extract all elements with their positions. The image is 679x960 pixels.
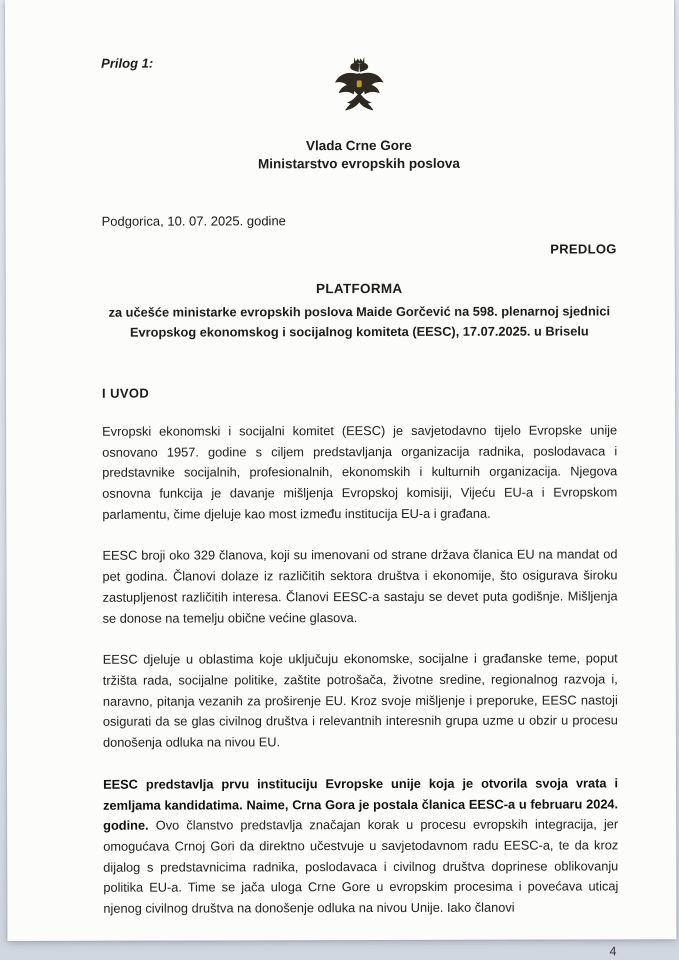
document-subtitle: za učešće ministarke evropskih poslova Maide Gorčević na 598. plenarnoj sjednici Evropskog ekonomskog i socijalnog komiteta (EESC), 17.07.2025. u Briselu <box>108 303 611 340</box>
paragraph-3: EESC djeluje u oblastima koje uključuju ekonomske, socijalne i građanske teme, poput tržišta rada, socijalne politike, zaštite potrošača, životne sredine, regionalnog razvoja i, naravno, pitanja vezanih za proširenje EU. Kroz svoje mišljenje i preporuke, EESC nastoji osigurati da se glas civilnog društva i relevantnih interesnih grupa uzme u obzir u procesu donošenja odluka na nivou EU. <box>102 650 618 750</box>
coat-of-arms-montenegro-icon <box>328 104 390 121</box>
place-and-date-line: Podgorica, 10. 07. 2025. godine <box>101 213 286 230</box>
section-heading-uvod: I UVOD <box>102 385 150 401</box>
organization-name-block <box>101 136 616 174</box>
paragraph-4-bold-lead: EESC predstavlja prvu instituciju Evropske unije koja je otvorila svoja vrata i zemljama kandidatima. Naime, Crna Gora je postala članica EESC-a u februaru 2024. godine. <box>103 775 619 834</box>
government-name: Vlada Crne Gore <box>305 137 412 154</box>
paragraph-1: Evropski ekonomski i socijalni komitet (EESC) je savjetodavno tijelo Evropske unije osnovano 1957. godine s ciljem predstavljanja organizacija radnika, poslodavaca i predstavnike socijalnih, profesionalnih, ekonomskih i kulturnih organizacija. Njegova osnovna funkcija je davanje mišljenja Evropskoj komisiji, Vijeću EU-a i Evropskom parlamentu, čime djeluje kao most između institucija EU-a i građana. <box>102 422 618 522</box>
document-type-label: PREDLOG <box>550 241 617 258</box>
attachment-annotation: Prilog 1: <box>101 55 154 71</box>
page-number: 4 <box>609 944 617 959</box>
document-title: PLATFORMA <box>316 281 403 297</box>
paragraph-4-continuation: Ovo članstvo predstavlja značajan korak u procesu evropskih integracija, jer omogućava Crnoj Gori da direktno učestvuje u savjetodavnom radu EESC-a, te da kroz dijalog s predstavnicima radnika, poslodavaca i civilnog društva doprinese oblikovanju politika EU-a. Time se jača uloga Crne Gore u evropskim procesima i povećava uticaj njenog civilnog društva na donošenje odluka na nivou Unije. Iako članovi <box>103 816 619 916</box>
scanned-document-page <box>5 0 676 959</box>
ministry-name: Ministarstvo evropskih poslova <box>258 156 460 172</box>
paragraph-4 <box>103 773 618 919</box>
document-header-emblem <box>101 52 616 125</box>
paragraph-2: EESC broji oko 329 članova, koji su imenovani od strane država članica EU na mandat od pet godina. Članovi dolaze iz različitih sektora društva i ekonomije, što osigurava široku zastupljenost različitih interesa. Članovi EESC-a sastaju se devet puta godišnje. Mišljenja se donose na temelju obične većine glasova. <box>102 546 618 626</box>
